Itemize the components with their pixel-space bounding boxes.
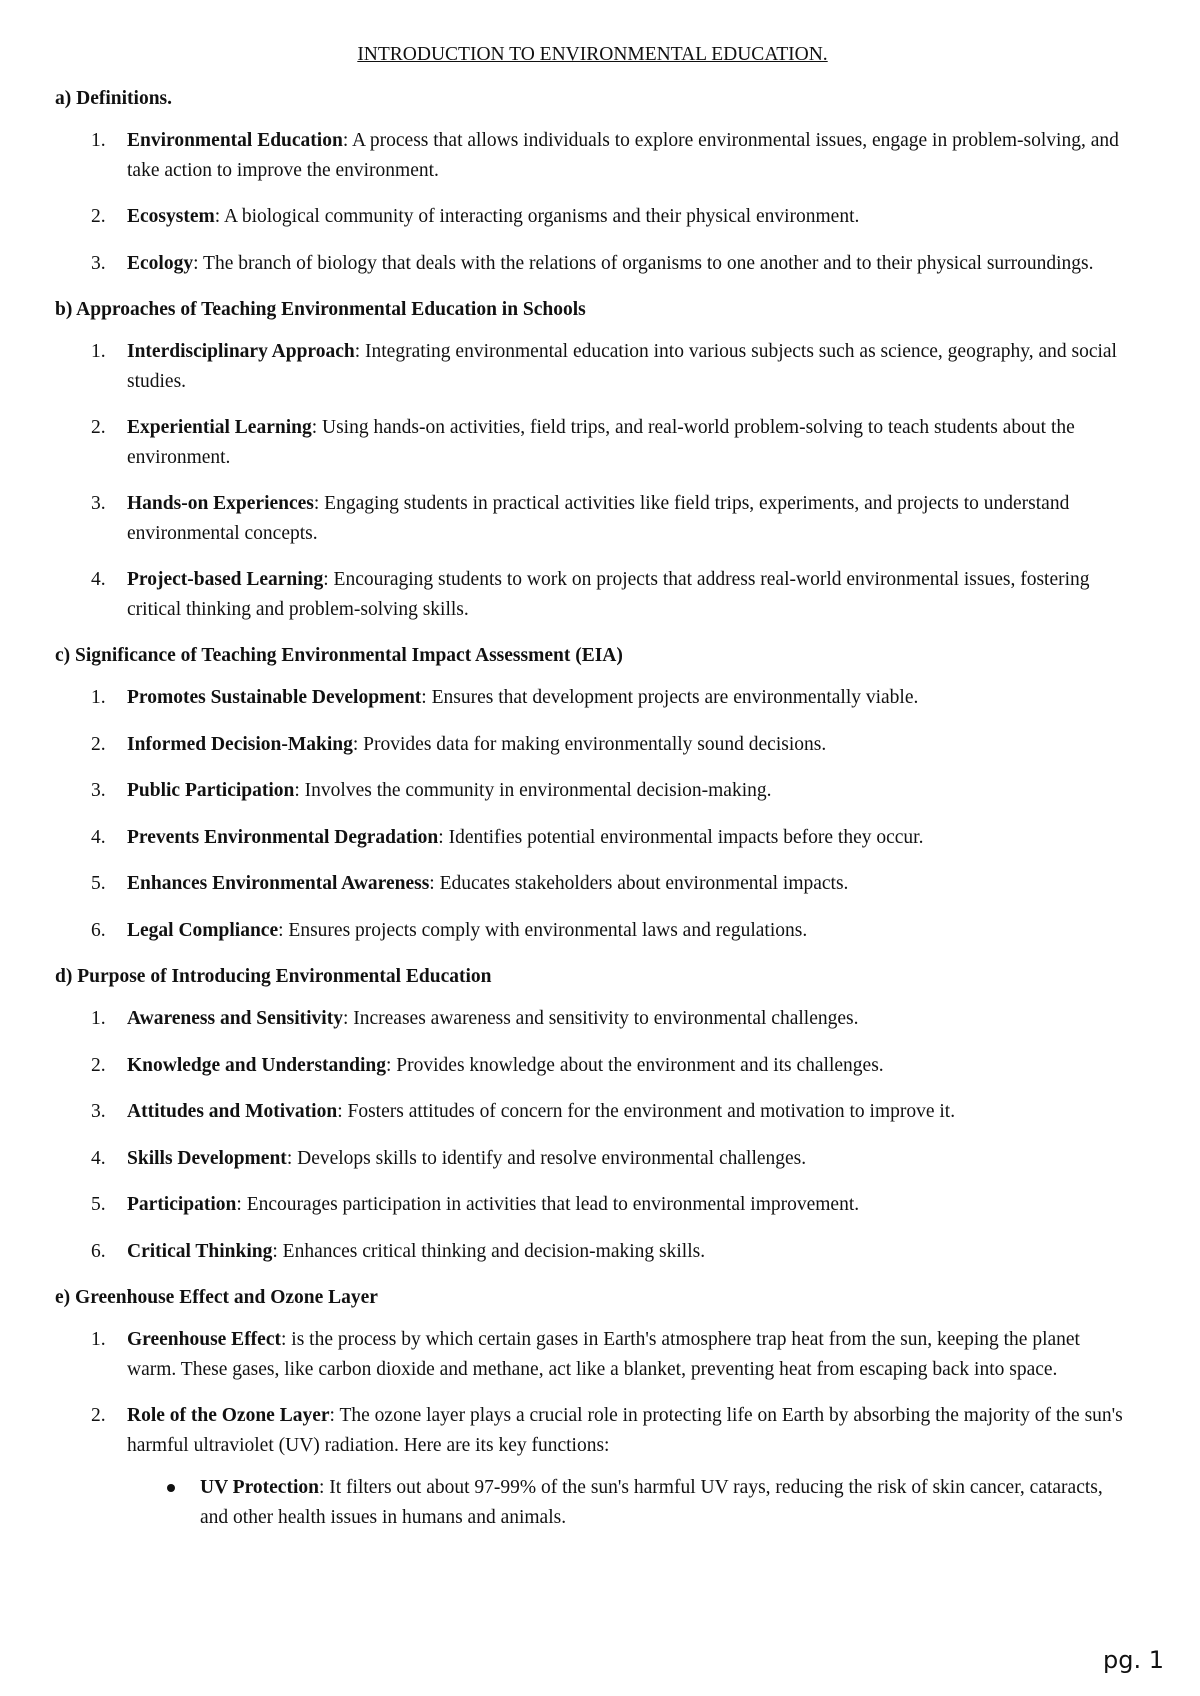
section-heading: d) Purpose of Introducing Environmental Education bbox=[55, 966, 492, 987]
numbered-list bbox=[55, 337, 1130, 624]
item-term: Interdisciplinary Approach bbox=[127, 341, 355, 362]
list-item bbox=[55, 1004, 1130, 1034]
list-item bbox=[55, 337, 1130, 396]
item-number: 5. bbox=[91, 1194, 106, 1215]
item-number: 1. bbox=[91, 1329, 106, 1350]
bullet-dot-icon bbox=[167, 1484, 175, 1492]
section-heading: e) Greenhouse Effect and Ozone Layer bbox=[55, 1287, 378, 1308]
list-item bbox=[55, 730, 1130, 760]
numbered-list bbox=[55, 683, 1130, 945]
numbered-list bbox=[55, 1004, 1130, 1266]
item-term: Awareness and Sensitivity bbox=[127, 1008, 343, 1029]
item-term: Promotes Sustainable Development bbox=[127, 687, 422, 708]
item-text: : Educates stakeholders about environmental impacts. bbox=[429, 873, 849, 894]
item-term: Hands-on Experiences bbox=[127, 493, 314, 514]
item-number: 2. bbox=[91, 1054, 106, 1076]
item-number: 3. bbox=[91, 780, 106, 801]
list-item bbox=[55, 1237, 1130, 1267]
section-greenhouse-ozone bbox=[55, 1283, 1130, 1532]
item-text: : Provides data for making environmentally sound decisions. bbox=[352, 733, 827, 755]
item-number: 5. bbox=[91, 873, 106, 894]
item-text: : Integrating environmental education into various subjects such as science, geography, and social studies. bbox=[127, 341, 1117, 392]
section-heading: a) Definitions. bbox=[55, 88, 172, 109]
list-item bbox=[55, 1401, 1130, 1460]
bullet-list bbox=[55, 1473, 1130, 1532]
section-significance-eia bbox=[55, 641, 1130, 945]
item-number: 3. bbox=[91, 252, 106, 274]
section-purpose bbox=[55, 962, 1130, 1266]
item-term: Skills Development bbox=[127, 1147, 287, 1169]
list-item bbox=[55, 565, 1130, 624]
item-number: 2. bbox=[91, 733, 106, 755]
list-item bbox=[55, 1325, 1130, 1384]
item-term: Experiential Learning bbox=[127, 417, 312, 438]
item-term: Project-based Learning bbox=[127, 569, 324, 590]
item-text: : Using hands-on activities, field trips, and real-world problem-solving to teach students about the environment. bbox=[127, 417, 1075, 468]
item-text: : Engaging students in practical activities like field trips, experiments, and projects to understand environmental concepts. bbox=[127, 493, 1070, 544]
item-text: : Ensures that development projects are environmentally viable. bbox=[421, 687, 919, 708]
page-number: pg. 1 bbox=[1103, 1646, 1164, 1674]
list-item bbox=[55, 413, 1130, 472]
bullet-term: UV Protection bbox=[200, 1477, 319, 1498]
item-term: Attitudes and Motivation bbox=[127, 1101, 338, 1122]
bullet-item bbox=[55, 1473, 1130, 1532]
item-text: : The ozone layer plays a crucial role in protecting life on Earth by absorbing the majority of the sun's harmful ultraviolet (UV) radiation. Here are its key functions: bbox=[127, 1405, 1123, 1456]
numbered-list bbox=[55, 1325, 1130, 1460]
item-number: 4. bbox=[91, 569, 106, 590]
item-number: 4. bbox=[91, 1147, 106, 1169]
list-item bbox=[55, 1097, 1130, 1127]
item-number: 2. bbox=[91, 417, 106, 438]
list-item bbox=[55, 776, 1130, 806]
item-term: Ecosystem bbox=[127, 206, 215, 227]
item-number: 1. bbox=[91, 130, 106, 151]
item-text: : Identifies potential environmental impacts before they occur. bbox=[438, 826, 924, 848]
item-text: : Ensures projects comply with environmental laws and regulations. bbox=[278, 919, 808, 941]
item-term: Greenhouse Effect bbox=[127, 1329, 281, 1350]
item-text: : Provides knowledge about the environment and its challenges. bbox=[385, 1054, 884, 1076]
list-item bbox=[55, 823, 1130, 853]
item-number: 3. bbox=[91, 493, 106, 514]
list-item bbox=[55, 126, 1130, 185]
item-number: 6. bbox=[91, 1240, 106, 1262]
item-text: : A process that allows individuals to explore environmental issues, engage in problem-solving, and take action to improve the environment. bbox=[127, 130, 1119, 181]
page-title: INTRODUCTION TO ENVIRONMENTAL EDUCATION. bbox=[357, 44, 828, 65]
item-number: 1. bbox=[91, 1008, 106, 1029]
item-number: 3. bbox=[91, 1101, 106, 1122]
item-text: : Encourages participation in activities that lead to environmental improvement. bbox=[236, 1194, 860, 1215]
list-item bbox=[55, 1190, 1130, 1220]
list-item bbox=[55, 869, 1130, 899]
section-heading: b) Approaches of Teaching Environmental Education in Schools bbox=[55, 299, 586, 320]
item-text: : Involves the community in environmental decision-making. bbox=[294, 780, 772, 801]
list-item bbox=[55, 249, 1130, 279]
list-item bbox=[55, 916, 1130, 946]
item-term: Knowledge and Understanding bbox=[127, 1054, 386, 1076]
item-text: : Develops skills to identify and resolve environmental challenges. bbox=[286, 1147, 807, 1169]
item-text: : is the process by which certain gases in Earth's atmosphere trap heat from the sun, keeping the planet warm. These gases, like carbon dioxide and methane, act like a blanket, preventing heat from escaping back into space. bbox=[127, 1329, 1080, 1380]
item-text: : A biological community of interacting organisms and their physical environment. bbox=[214, 206, 860, 227]
item-number: 1. bbox=[91, 341, 106, 362]
item-term: Public Participation bbox=[127, 780, 295, 801]
section-approaches bbox=[55, 295, 1130, 624]
item-text: : Encouraging students to work on projects that address real-world environmental issues, fostering critical thinking and problem-solving skills. bbox=[127, 569, 1090, 620]
list-item bbox=[55, 202, 1130, 232]
bullet-text: : It filters out about 97-99% of the sun's harmful UV rays, reducing the risk of skin cancer, cataracts, and other health issues in humans and animals. bbox=[200, 1477, 1103, 1528]
item-term: Legal Compliance bbox=[127, 919, 279, 941]
item-number: 2. bbox=[91, 1405, 106, 1426]
item-text: : Enhances critical thinking and decision-making skills. bbox=[272, 1240, 706, 1262]
list-item bbox=[55, 1144, 1130, 1174]
item-text: : The branch of biology that deals with the relations of organisms to one another and to their physical surroundings. bbox=[193, 252, 1094, 274]
item-term: Informed Decision-Making bbox=[127, 733, 353, 755]
list-item bbox=[55, 683, 1130, 713]
item-text: : Fosters attitudes of concern for the environment and motivation to improve it. bbox=[337, 1101, 956, 1122]
section-definitions bbox=[55, 84, 1130, 278]
item-term: Ecology bbox=[127, 252, 194, 274]
item-text: : Increases awareness and sensitivity to environmental challenges. bbox=[342, 1008, 859, 1029]
list-item bbox=[55, 1051, 1130, 1081]
item-term: Enhances Environmental Awareness bbox=[127, 873, 430, 894]
item-term: Role of the Ozone Layer bbox=[127, 1405, 330, 1426]
list-item bbox=[55, 489, 1130, 548]
section-heading: c) Significance of Teaching Environmental Impact Assessment (EIA) bbox=[55, 645, 623, 666]
numbered-list bbox=[55, 126, 1130, 278]
item-number: 1. bbox=[91, 687, 106, 708]
item-term: Participation bbox=[127, 1194, 237, 1215]
item-number: 6. bbox=[91, 919, 106, 941]
item-number: 2. bbox=[91, 206, 106, 227]
item-term: Critical Thinking bbox=[127, 1240, 273, 1262]
item-term: Environmental Education bbox=[127, 130, 343, 151]
item-number: 4. bbox=[91, 826, 106, 848]
item-term: Prevents Environmental Degradation bbox=[127, 826, 439, 848]
